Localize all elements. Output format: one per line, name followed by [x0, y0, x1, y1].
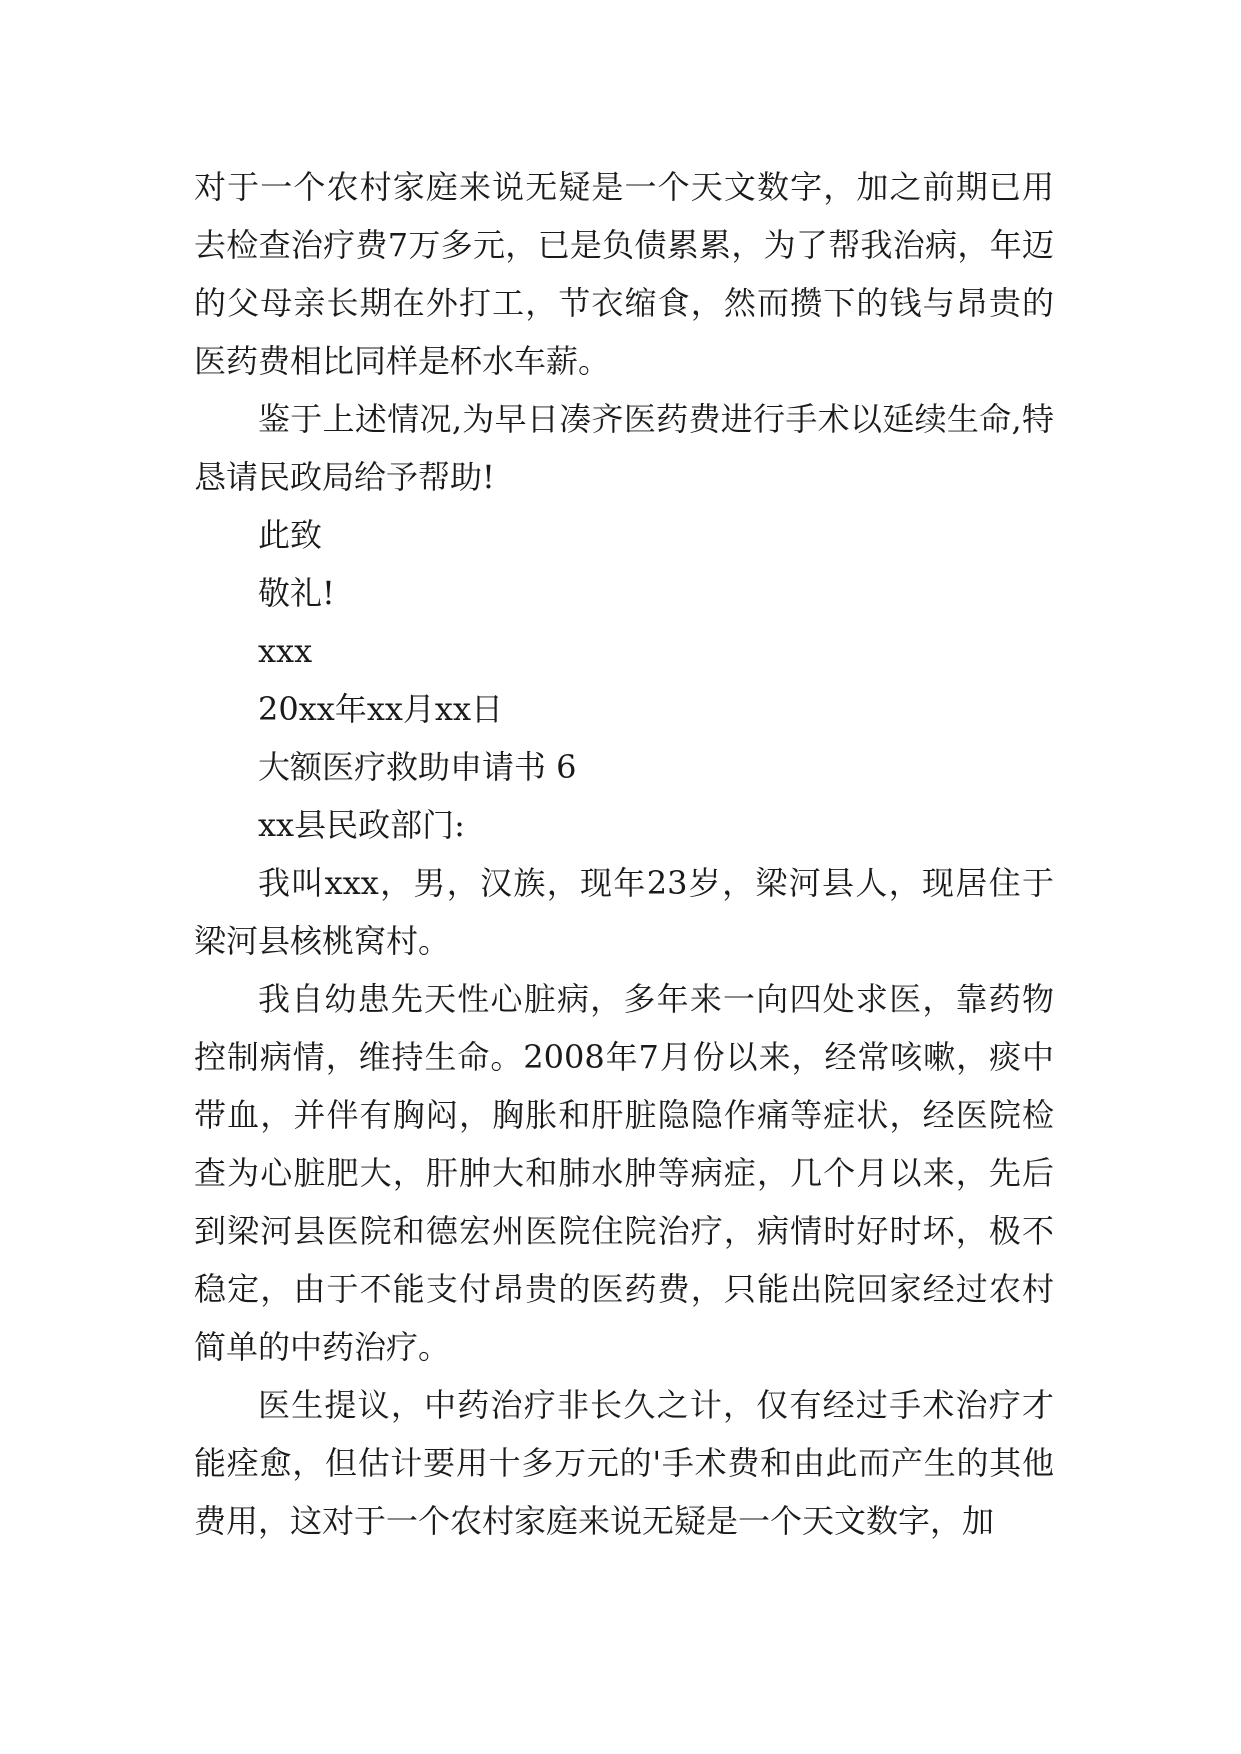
paragraph-doctor-advice: 医生提议，中药治疗非长久之计，仅有经过手术治疗才能痊愈，但估计要用十多万元的'手术费和由此而产生的其他费用，这对于一个农村家庭来说无疑是一个天文数字，加	[194, 1386, 1054, 1540]
document-body	[194, 158, 1054, 1550]
paragraph-continuation: 对于一个农村家庭来说无疑是一个天文数字，加之前期已用去检查治疗费7万多元，已是负债累累，为了帮我治病，年迈的父母亲长期在外打工，节衣缩食，然而攒下的钱与昂贵的医药费相比同样是杯水车薪。	[194, 168, 1054, 380]
paragraph-medical-history: 我自幼患先天性心脏病，多年来一向四处求医，靠药物控制病情，维持生命。2008年7月份以来，经常咳嗽，痰中带血，并伴有胸闷，胸胀和肝脏隐隐作痛等症状，经医院检查为心脏肥大，肝肿大和肺水肿等病症，几个月以来，先后到梁河县医院和德宏州医院住院治疗，病情时好时坏，极不稳定，由于不能支付昂贵的医药费，只能出院回家经过农村简单的中药治疗。	[194, 980, 1054, 1366]
paragraph-request: 鉴于上述情况,为早日凑齐医药费进行手术以延续生命,特恳请民政局给予帮助!	[194, 400, 1054, 496]
closing-salutation: 此致	[258, 516, 323, 554]
section-heading: 大额医疗救助申请书 6	[258, 748, 577, 786]
signature: xxx	[258, 632, 313, 670]
date: 20xx年xx月xx日	[258, 690, 504, 728]
closing-regards: 敬礼!	[258, 574, 335, 612]
paragraph-introduction: 我叫xxx，男，汉族，现年23岁，梁河县人，现居住于梁河县核桃窝村。	[194, 864, 1054, 960]
addressee: xx县民政部门:	[258, 806, 465, 844]
